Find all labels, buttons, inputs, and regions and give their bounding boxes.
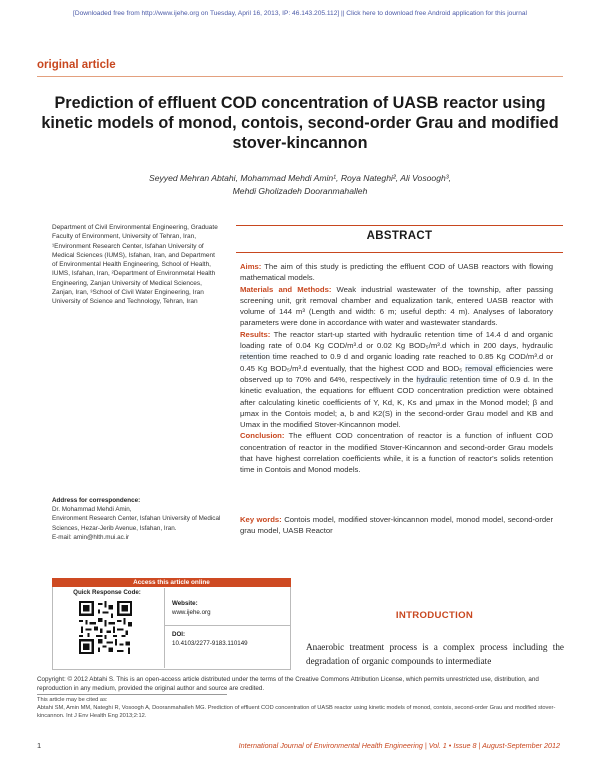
results-highlight-2: removal efficiencies [465, 363, 534, 373]
abstract-conclusion [240, 430, 553, 475]
results-text-b: reached to 0.9 d and organic loading rate reached to 0.85 Kg COD/m³.d or 0.45 Kg BOD₅/m³.d eventually, that the highest COD and BOD₅ [240, 352, 554, 373]
copyright-notice: Copyright: © 2012 Abtahi S. This is an open-access article distributed under the terms of the Creative Commons Attribution License, which permits unrestricted use, distribution, and reproduction in any medium, provided the original author and source are credited. [37, 676, 539, 693]
doi-label: DOI: [172, 631, 186, 638]
journal-footer: International Journal of Environmental Health Engineering | Vol. 1 • Issue 8 | August-September 2012 [238, 741, 560, 750]
access-online-header: Access this article online [52, 578, 291, 587]
methods-label: Materials and Methods: [240, 284, 332, 294]
citation-block [37, 696, 564, 720]
abstract-heading: ABSTRACT [366, 230, 433, 242]
aims-text: The aim of this study is predicting the effluent COD of UASB reactors with flowing mathematical models. [240, 262, 553, 283]
correspondence-address [52, 496, 224, 542]
qr-code-label: Quick Response Code: [73, 589, 141, 596]
introduction-heading: INTRODUCTION [395, 610, 474, 621]
website-label: Website: [172, 600, 198, 607]
abstract-methods [240, 284, 553, 329]
address-name: Dr. Mohammad Mehdi Amin, [52, 506, 132, 514]
keywords-text: Contois model, modified stover-kincannon model, monod model, second-order grau model, UASB Reactor [240, 515, 554, 536]
address-label: Address for correspondence: [52, 497, 141, 504]
abstract-body [240, 261, 553, 476]
results-highlight-3: hydraulic retention time [416, 374, 498, 384]
aims-label: Aims: [240, 262, 262, 271]
website-link[interactable]: www.ijehe.org [172, 609, 211, 616]
article-type-label: original article [37, 59, 116, 71]
keywords [240, 514, 553, 537]
cite-label: This article may be cited as: [37, 697, 108, 703]
abstract-results [240, 329, 553, 431]
cite-text: Abtahi SM, Amin MM, Nateghi R, Vosoogh A, Dooranmahalleh MG. Prediction of effluent COD concentration of UASB reactor using kinetic models of monod, contois, second-order Grau and modified stover-kincannon. Int J Env Health Eng 2013;2:12. [37, 705, 556, 719]
results-text-a: The reactor start-up started with hydraulic retention time of 14.4 d and organic loading rate of 0.04 Kg COD/m³.d or 0.02 Kg BOD₅/m³.d which in 200 days, hydraulic [240, 329, 554, 351]
access-box-divider [164, 588, 165, 668]
keywords-label: Key words: [240, 515, 282, 524]
author-list [60, 172, 540, 197]
authors-line-1: Seyyed Mehran Abtahi, Mohammad Mehdi Amin¹, Roya Nateghi², Ali Vosoogh³, [148, 173, 452, 183]
paper-title: Prediction of effluent COD concentration of UASB reactor using kinetic models of monod, contois, second-order Grau and modified stover-kincannon [41, 94, 559, 152]
conclusion-label: Conclusion: [240, 431, 285, 441]
page-number: 1 [37, 741, 42, 750]
results-label: Results: [240, 329, 271, 339]
header-divider [37, 76, 563, 77]
results-text-d: of 0.9 d. In the kinetic evaluation, the equations for effluent COD concentration prediction were obtained after calculating kinetic coefficients of Y, Kd, K, Ks and μmax in the Monod model; β and μmax in the Contois model; a, b and K2(S) in the second-order Grau model and KB and Umax in the modified Stover-Kincannon model. [240, 374, 553, 430]
download-banner-link[interactable]: [Downloaded free from http://www.ijehe.org on Tuesday, April 16, 2013, IP: 46.143.205.112] || Click here to download free Android application for this journal [72, 10, 528, 17]
authors-line-2: Mehdi Gholizadeh Dooranmahalleh [232, 185, 368, 196]
address-line: Environment Research Center, Isfahan University of Medical Sciences, Hezar-Jerib Avenue, Isfahan, Iran. [52, 515, 221, 532]
address-email[interactable]: E-mail: amin@hlth.mui.ac.ir [52, 533, 130, 541]
conclusion-text: The effluent COD concentration of reactor is a function of influent COD concentration of reactor in the modified Stover-Kincannon and second-order Grau models that have highest correlation coefficients while, it is a function of reactor's solids retention time in Contois and Monod models. [240, 431, 554, 475]
doi-link[interactable]: 10.4103/2277-9183.110149 [172, 640, 248, 647]
abstract-aims [240, 261, 553, 284]
results-text-c: were observed up to 70% and 64%, respectively in the [240, 363, 553, 384]
qr-code-icon[interactable] [79, 601, 132, 654]
affiliations: Department of Civil Environmental Engineering, Graduate Faculty of Environment, University of Tehran, Iran, ¹Environment Research Center, Isfahan University of Medical Sciences (IUMS), Isfahan, Iran, and Department of Environmental Health Engineering, School of Health, IUMS, Isfahan, Iran, ²Department of Environmetal Health Engineering, Zanjan University of Medical Sciences, Zanjan, Iran, ³School of Civil Water Engineering, Iran University of Science and Technology, Tehran, Iran [52, 224, 218, 306]
results-highlight-1: retention time [240, 352, 288, 362]
cite-separator [37, 694, 227, 695]
access-box-rule [164, 625, 290, 626]
methods-text: Weak industrial wastewater of the township, after passing screening unit, grit removal chamber and equalization tank, entered UASB reactor with volume of 144 m³ (Length and width: 6 m; useful depth: 4 m). Analyses of laboratory parameters were done in accordance with water and wastewater standards. [240, 284, 553, 328]
introduction-text: Anaerobic treatment process is a complex process including the degradation of organic compounds to intermediate [306, 642, 564, 666]
